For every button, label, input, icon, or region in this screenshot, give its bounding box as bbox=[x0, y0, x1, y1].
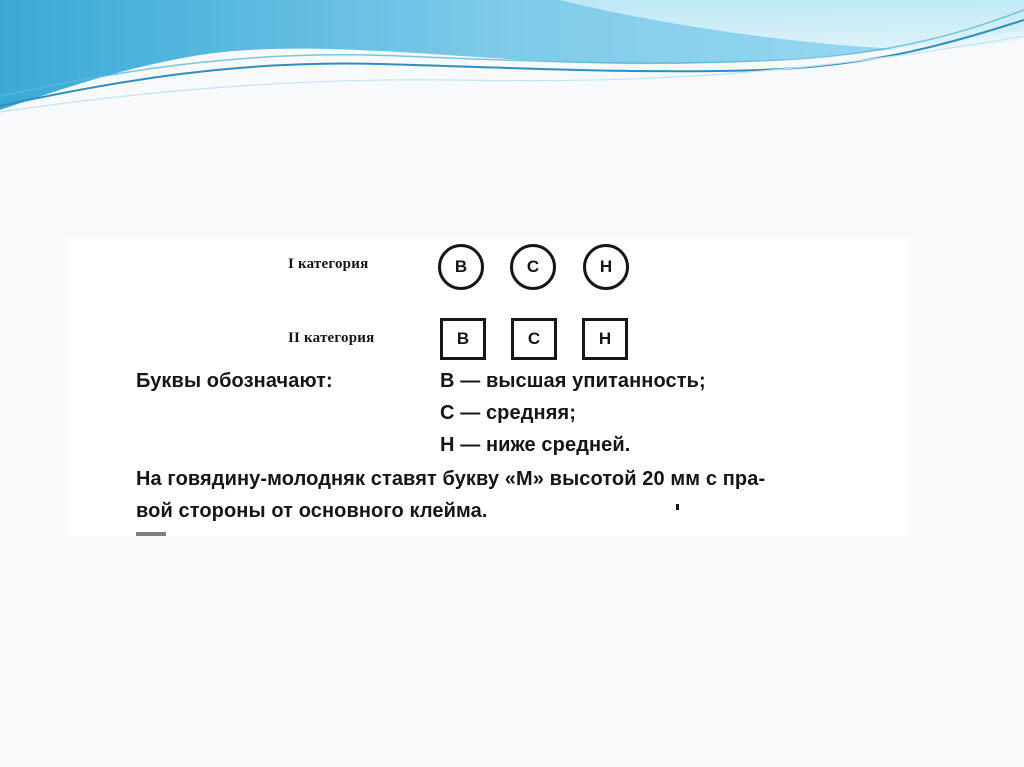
category-1-label: I категория bbox=[288, 256, 369, 272]
stamp-square-n: Н bbox=[582, 318, 628, 360]
header-wave-decoration bbox=[0, 0, 1024, 130]
legend-item-low: Н — ниже средней. bbox=[440, 434, 631, 456]
stamp-circle-n: Н bbox=[583, 244, 629, 290]
legend-intro: Буквы обозначают: bbox=[136, 370, 333, 392]
legend-item-medium: С — средняя; bbox=[440, 402, 576, 424]
stamp-circle-b: В bbox=[438, 244, 484, 290]
category-2-label: II категория bbox=[288, 330, 375, 346]
legend-item-high: В — высшая упитанность; bbox=[440, 370, 706, 392]
paragraph-line-2: вой стороны от основного клейма. bbox=[136, 500, 488, 522]
paragraph-line-1: На говядину-молодняк ставят букву «М» высотой 20 мм с пра- bbox=[136, 468, 766, 490]
stamp-square-b: В bbox=[440, 318, 486, 360]
cut-off-text-fragment bbox=[136, 532, 166, 536]
stamp-circle-c: С bbox=[510, 244, 556, 290]
scanned-text-image bbox=[68, 238, 908, 536]
scan-speck bbox=[676, 504, 679, 510]
stamp-square-c: С bbox=[511, 318, 557, 360]
